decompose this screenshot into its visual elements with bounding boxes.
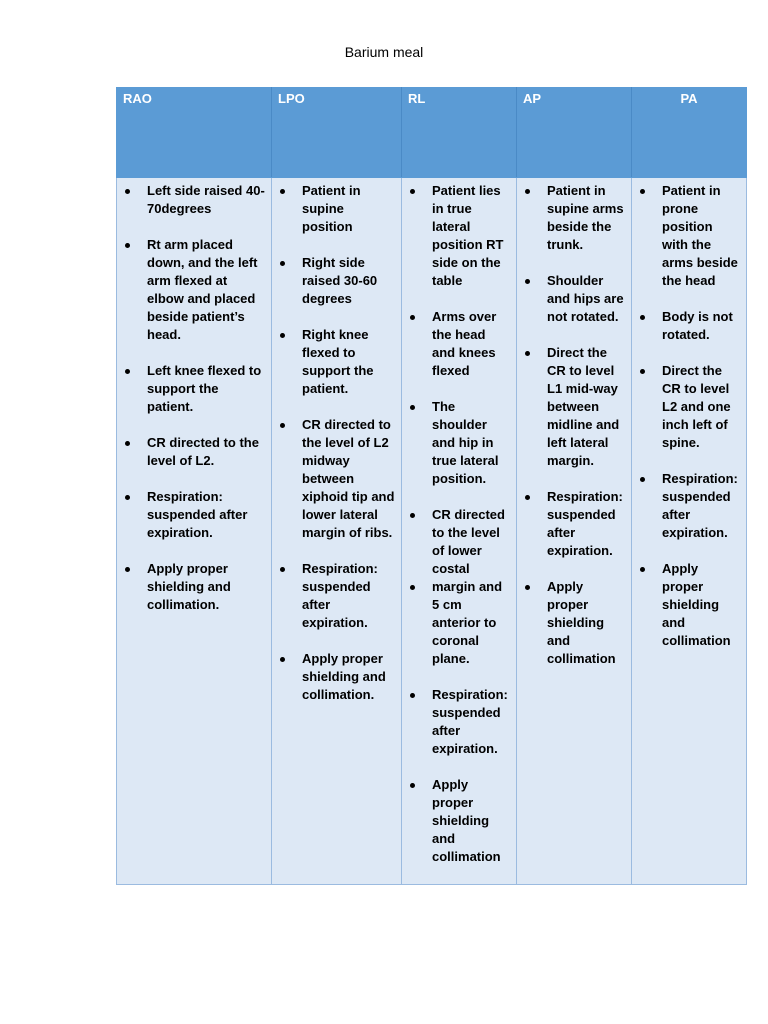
bullet-icon: [640, 189, 645, 194]
list-item: [125, 182, 265, 218]
list-item: [525, 272, 625, 326]
column-cell-ap: [517, 178, 632, 885]
bullet-icon: [280, 189, 285, 194]
bullet-icon: [410, 693, 415, 698]
list-item: [640, 362, 740, 452]
bullet-icon: [640, 315, 645, 320]
list-item-text: Direct the CR to level L2 and one inch left of spine.: [662, 363, 731, 450]
bullet-icon: [410, 315, 415, 320]
list-item-text: Apply proper shielding and collimation.: [147, 561, 231, 612]
list-item: [640, 182, 740, 290]
list-item: [410, 686, 510, 758]
bullet-icon: [525, 351, 530, 356]
list-item-text: Respiration: suspended after expiration.: [432, 687, 508, 756]
bullet-icon: [525, 495, 530, 500]
list-item: [525, 182, 625, 254]
bullet-icon: [125, 369, 130, 374]
list-item-text: Right side raised 30-60 degrees: [302, 255, 378, 306]
list-item-text: Direct the CR to level L1 mid-way between midline and left lateral margin.: [547, 345, 620, 468]
list-item-text: Rt arm placed down, and the left arm flexed at elbow and placed beside patient’s head.: [147, 237, 258, 342]
column-header-ap: AP: [517, 88, 632, 178]
bullet-icon: [280, 423, 285, 428]
list-item: [410, 398, 510, 488]
bullet-icon: [280, 333, 285, 338]
list-item: [410, 578, 510, 668]
list-item: [640, 470, 740, 542]
column-header-rao: RAO: [117, 88, 272, 178]
list-item-text: Apply proper shielding and collimation: [432, 777, 501, 864]
list-item-text: Left knee flexed to support the patient.: [147, 363, 262, 414]
column-header-rl: RL: [402, 88, 517, 178]
list-item: [410, 182, 510, 290]
bullet-icon: [280, 261, 285, 266]
bullet-icon: [280, 567, 285, 572]
bullet-list-pa: [640, 182, 740, 650]
bullet-icon: [125, 189, 130, 194]
list-item-text: Respiration: suspended after expiration.: [302, 561, 378, 630]
list-item-text: CR directed to the level of L2 midway between xiphoid tip and lower lateral margin of ribs.: [302, 417, 395, 540]
bullet-list-ap: [525, 182, 625, 668]
list-item: [125, 236, 265, 344]
bullet-list-rl: [410, 182, 510, 866]
bullet-icon: [640, 567, 645, 572]
list-item: [280, 416, 395, 542]
list-item-text: Shoulder and hips are not rotated.: [547, 273, 624, 324]
bullet-icon: [125, 495, 130, 500]
list-item-text: Right knee flexed to support the patient.: [302, 327, 374, 396]
list-item: [280, 560, 395, 632]
list-item: [640, 308, 740, 344]
column-cell-lpo: [272, 178, 402, 885]
bullet-icon: [410, 783, 415, 788]
list-item: [125, 362, 265, 416]
list-item: [525, 578, 625, 668]
list-item-text: Arms over the head and knees flexed: [432, 309, 497, 378]
list-item-text: Patient lies in true lateral position RT side on the table: [432, 183, 504, 288]
column-cell-rl: [402, 178, 517, 885]
bullet-icon: [410, 513, 415, 518]
bullet-icon: [525, 585, 530, 590]
bullet-list-rao: [125, 182, 265, 614]
list-item-text: Respiration: suspended after expiration.: [662, 471, 738, 540]
bullet-icon: [525, 189, 530, 194]
list-item: [410, 308, 510, 380]
list-item-text: Patient in supine arms beside the trunk.: [547, 183, 624, 252]
list-item: [125, 434, 265, 470]
list-item-text: The shoulder and hip in true lateral position.: [432, 399, 499, 486]
list-item-text: Patient in supine position: [302, 183, 361, 234]
list-item: [280, 326, 395, 398]
column-cell-rao: [117, 178, 272, 885]
bullet-icon: [640, 369, 645, 374]
list-item: [410, 506, 510, 578]
document-title: Barium meal: [344, 44, 424, 60]
list-item-text: Apply proper shielding and collimation: [547, 579, 616, 666]
list-item-text: Respiration: suspended after expiration.: [147, 489, 248, 540]
table-header-row: [117, 88, 747, 178]
column-cell-pa: [632, 178, 747, 885]
list-item: [525, 488, 625, 560]
list-item-text: margin and 5 cm anterior to coronal plane.: [432, 579, 503, 666]
bullet-icon: [410, 189, 415, 194]
bullet-icon: [410, 405, 415, 410]
list-item-text: CR directed to the level of L2.: [147, 435, 259, 468]
table-body-row: [117, 178, 747, 885]
list-item: [640, 560, 740, 650]
list-item: [125, 488, 265, 542]
bullet-icon: [640, 477, 645, 482]
list-item-text: Respiration: suspended after expiration.: [547, 489, 623, 558]
positioning-table: [116, 87, 747, 885]
list-item: [525, 344, 625, 470]
list-item: [280, 254, 395, 308]
bullet-icon: [525, 279, 530, 284]
column-header-pa: PA: [632, 88, 747, 178]
list-item: [125, 560, 265, 614]
list-item-text: Body is not rotated.: [662, 309, 733, 342]
list-item: [280, 182, 395, 236]
column-header-lpo: LPO: [272, 88, 402, 178]
bullet-list-lpo: [280, 182, 395, 704]
bullet-icon: [125, 441, 130, 446]
list-item-text: Apply proper shielding and collimation: [662, 561, 731, 648]
bullet-icon: [125, 243, 130, 248]
list-item-text: Patient in prone position with the arms beside the head: [662, 183, 738, 288]
list-item: [410, 776, 510, 866]
list-item: [280, 650, 395, 704]
bullet-icon: [280, 657, 285, 662]
list-item-text: Apply proper shielding and collimation.: [302, 651, 386, 702]
bullet-icon: [410, 585, 415, 590]
list-item-text: Left side raised 40-70degrees: [147, 183, 265, 216]
bullet-icon: [125, 567, 130, 572]
list-item-text: CR directed to the level of lower costal: [432, 507, 505, 576]
